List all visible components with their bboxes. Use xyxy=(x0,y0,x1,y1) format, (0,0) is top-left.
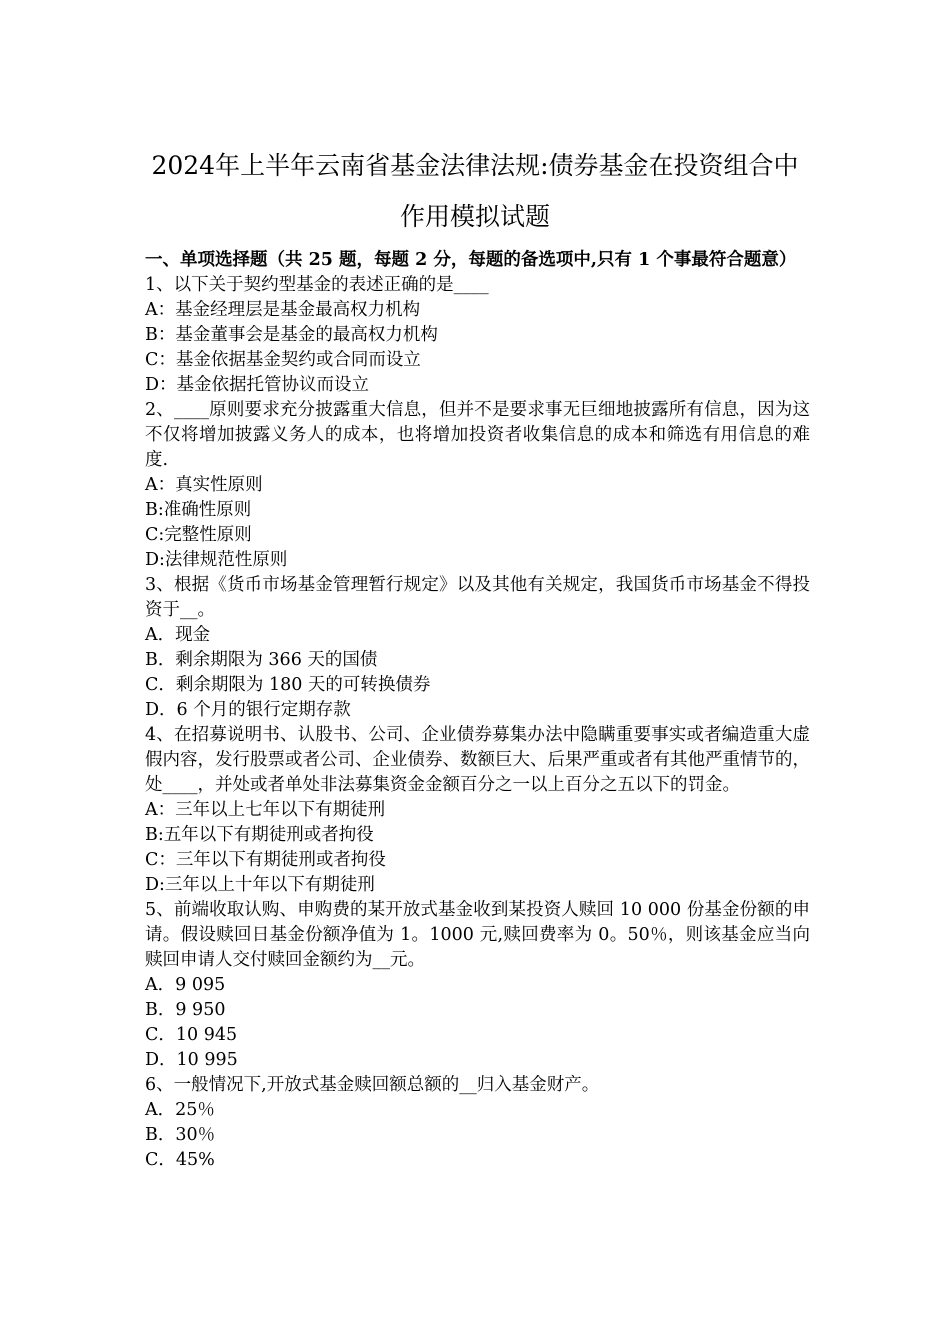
option-b: B．剩余期限为 366 天的国债 xyxy=(145,650,378,670)
option-b: B．9 950 xyxy=(145,1000,226,1020)
question-stem: 4、在招募说明书、认股书、公司、企业债券募集办法中隐瞒重要事实或者编造重大虚假内容，发行股票或者公司、企业债券、数额巨大、后果严重或者有其他严重情节的，处____，并处或者单处非法募集资金金额百分之一以上百分之五以下的罚金。 xyxy=(145,725,810,795)
question-6 xyxy=(145,1073,810,1173)
document-title-line-1: 2024年上半年云南省基金法律法规:债券基金在投资组合中 xyxy=(151,151,799,180)
question-stem: 2、____原则要求充分披露重大信息，但并不是要求事无巨细地披露所有信息，因为这不仅将增加披露义务人的成本，也将增加投资者收集信息的成本和筛选有用信息的难度. xyxy=(145,400,810,470)
option-a: A．9 095 xyxy=(145,975,226,995)
option-c: C．45% xyxy=(145,1150,215,1170)
question-4 xyxy=(145,723,810,898)
option-a: A．25％ xyxy=(145,1100,215,1120)
option-a: A：真实性原则 xyxy=(145,475,263,495)
document-content xyxy=(145,248,810,1173)
option-c: C:完整性原则 xyxy=(145,525,252,545)
option-a: A：三年以上七年以下有期徒刑 xyxy=(145,800,386,820)
option-b: B:准确性原则 xyxy=(145,500,252,520)
question-stem: 6、一般情况下,开放式基金赎回额总额的__归入基金财产。 xyxy=(145,1075,600,1095)
option-c: C：三年以下有期徒刑或者拘役 xyxy=(145,850,386,870)
option-d: D．10 995 xyxy=(145,1050,238,1070)
document-title-line-2: 作用模拟试题 xyxy=(399,202,550,231)
question-1 xyxy=(145,273,810,398)
option-c: C：基金依据基金契约或合同而设立 xyxy=(145,350,421,370)
section-heading: 一、单项选择题（共 25 题，每题 2 分，每题的备选项中,只有 1 个事最符合题意） xyxy=(145,250,797,270)
option-a: A：基金经理层是基金最高权力机构 xyxy=(145,300,421,320)
option-d: D:法律规范性原则 xyxy=(145,550,288,570)
option-d: D:三年以上十年以下有期徒刑 xyxy=(145,875,375,895)
question-stem: 5、前端收取认购、申购费的某开放式基金收到某投资人赎回 10 000 份基金份额的申请。假设赎回日基金份额净值为 1。1000 元,赎回费率为 0。50％，则该基金应当向赎回申请人交付赎回金额约为__元。 xyxy=(145,900,810,970)
question-5 xyxy=(145,898,810,1073)
option-c: C．剩余期限为 180 天的可转换债券 xyxy=(145,675,431,695)
question-stem: 3、根据《货币市场基金管理暂行规定》以及其他有关规定，我国货币市场基金不得投资于__。 xyxy=(145,575,810,620)
question-2 xyxy=(145,398,810,573)
question-stem: 1、以下关于契约型基金的表述正确的是____ xyxy=(145,275,489,295)
question-3 xyxy=(145,573,810,723)
option-b: B．30％ xyxy=(145,1125,216,1145)
option-d: D．6 个月的银行定期存款 xyxy=(145,700,351,720)
option-b: B：基金董事会是基金的最高权力机构 xyxy=(145,325,438,345)
option-a: A．现金 xyxy=(145,625,211,645)
option-b: B:五年以下有期徒刑或者拘役 xyxy=(145,825,374,845)
option-c: C．10 945 xyxy=(145,1025,238,1045)
option-d: D：基金依据托管协议而设立 xyxy=(145,375,370,395)
